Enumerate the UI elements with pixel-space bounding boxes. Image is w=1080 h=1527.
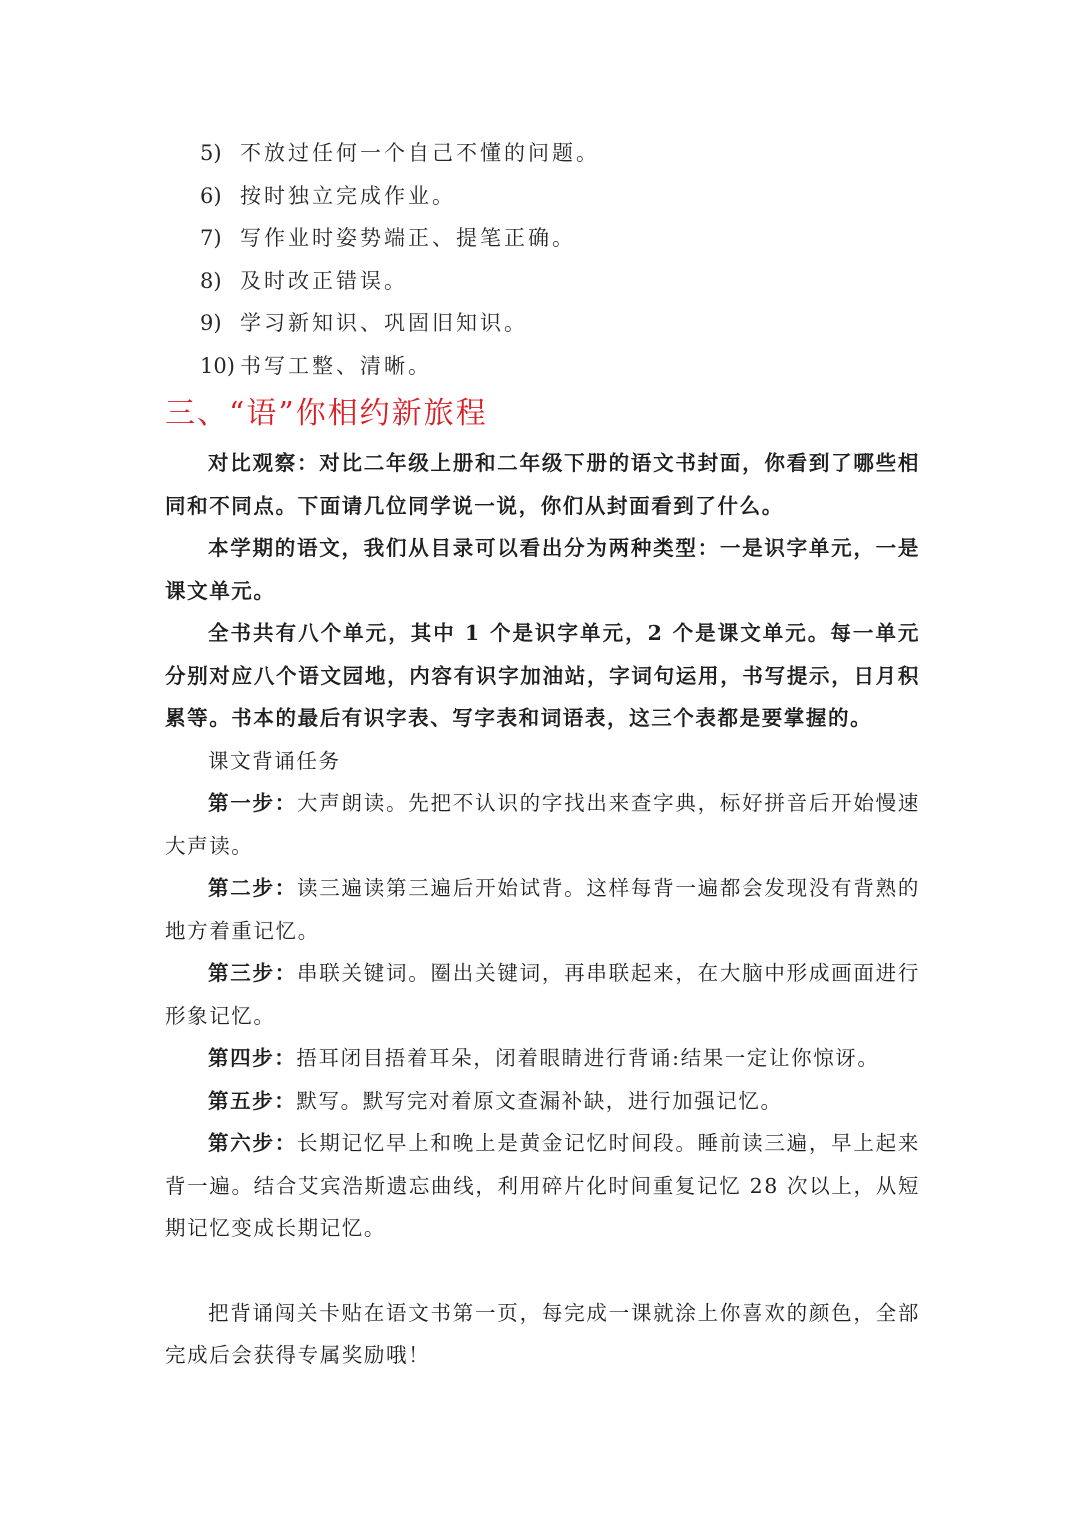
list-item: [200, 302, 960, 345]
step-label: 第二步：: [208, 876, 298, 900]
step-label: 第四步：: [208, 1046, 297, 1070]
list-item-number: 9): [200, 311, 222, 335]
step-paragraph: [165, 1122, 920, 1250]
step-label: 第一步：: [208, 791, 298, 815]
step-text: 串联关键词。圈出关键词，再串联起来，在大脑中形成画面进行形象记忆。: [165, 961, 920, 1028]
list-item: [200, 132, 960, 175]
step-paragraph: [165, 782, 920, 867]
paragraph-unit-types: 本学期的语文，我们从目录可以看出分为两种类型：一是识字单元，一是课文单元。: [165, 536, 920, 603]
list-item-text: 及时改正错误。: [240, 268, 408, 293]
list-item-text: 按时独立完成作业。: [240, 183, 456, 208]
list-item-text: 书写工整、清晰。: [240, 353, 432, 378]
step-text: 默写。默写完对着原文查漏补缺，进行加强记忆。: [296, 1088, 783, 1113]
list-item-text: 学习新知识、巩固旧知识。: [240, 311, 528, 335]
step-label: 第五步：: [208, 1088, 297, 1113]
section-heading: 三、“语”你相约新旅程: [165, 396, 488, 431]
list-item-text: 不放过任何一个自己不懂的问题。: [240, 141, 600, 165]
list-item-number: 8): [200, 268, 222, 293]
step-paragraph: [165, 1080, 920, 1123]
step-label: 第六步：: [208, 1131, 298, 1155]
step-text: 读三遍读第三遍后开始试背。这样每背一遍都会发现没有背熟的地方着重记忆。: [165, 876, 920, 943]
list-item-number: 5): [200, 141, 222, 165]
list-item-number: 10): [200, 353, 235, 378]
list-item-number: 6): [200, 183, 222, 208]
step-text: 捂耳闭目捂着耳朵，闭着眼睛进行背诵:结果一定让你惊讶。: [296, 1046, 880, 1070]
list-item-text: 写作业时姿势端正、提笔正确。: [240, 226, 576, 250]
paragraph-cover-comparison: 对比观察：对比二年级上册和二年级下册的语文书封面，你看到了哪些相同和不同点。下面请几位同学说一说，你们从封面看到了什么。: [165, 451, 920, 518]
step-paragraph: [165, 1037, 920, 1080]
list-item: [200, 345, 960, 388]
step-paragraph: [165, 952, 920, 1037]
numbered-list: [200, 132, 960, 387]
list-item: [200, 260, 960, 303]
blank-line: [165, 1250, 920, 1292]
list-item: [200, 175, 960, 218]
list-item: [200, 217, 960, 260]
step-text: 大声朗读。先把不认识的字找出来查字典，标好拼音后开始慢速大声读。: [165, 791, 920, 858]
step-label: 第三步：: [208, 961, 298, 985]
list-item-number: 7): [200, 226, 222, 250]
paragraph-closing: 把背诵闯关卡贴在语文书第一页，每完成一课就涂上你喜欢的颜色，全部完成后会获得专属奖励哦！: [165, 1300, 920, 1367]
document-body: [165, 442, 920, 1377]
paragraph-recitation-task: 课文背诵任务: [208, 748, 341, 773]
paragraph-book-overview: 全书共有八个单元，其中 1 个是识字单元，2 个是课文单元。每一单元分别对应八个语文园地，内容有识字加油站，字词句运用，书写提示，日月积累等。书本的最后有识字表、写字表和词语表，这三个表都是要掌握的。: [165, 621, 920, 730]
step-text: 长期记忆早上和晚上是黄金记忆时间段。睡前读三遍，早上起来背一遍。结合艾宾浩斯遗忘曲线，利用碎片化时间重复记忆 28 次以上，从短期记忆变成长期记忆。: [165, 1131, 920, 1240]
step-paragraph: [165, 867, 920, 952]
